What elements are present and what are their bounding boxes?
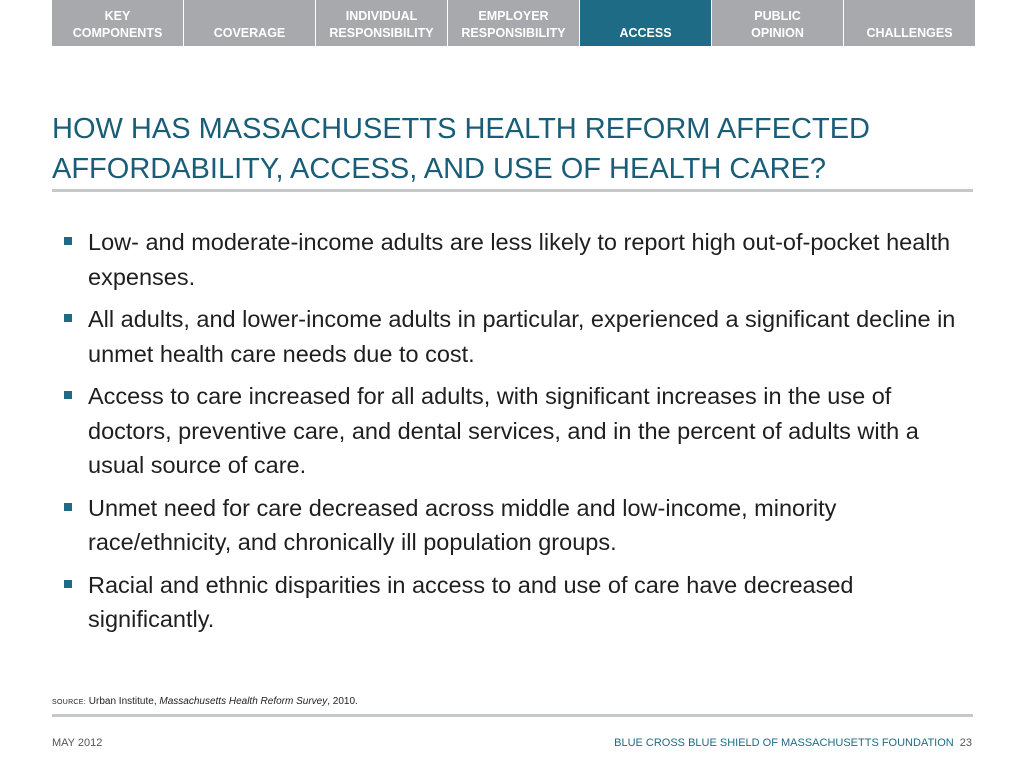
tab-label-line2: RESPONSIBILITY [461,26,566,40]
source-year: , 2010. [327,696,358,707]
bullet-text: Access to care increased for all adults, with significant increases in the use of doctors, preventive care, and dental services, and in the percent of adults with a usual source of care. [88,383,919,478]
footer-date: MAY 2012 [52,737,103,749]
bullet-text: Unmet need for care decreased across middle and low-income, minority race/ethnicity, and chronically ill population groups. [88,494,837,555]
bullet-item [62,491,962,560]
tab-label-line2: COMPONENTS [72,26,163,40]
tab-employer-responsibility[interactable] [448,0,579,46]
tab-label-line1: PUBLIC [754,9,801,23]
source-publication: Massachusetts Health Reform Survey [159,696,328,707]
tab-challenges[interactable] [844,0,975,46]
tab-label-line1: EMPLOYER [478,9,549,23]
title-divider [52,189,973,192]
slide-title-line2: AFFORDABILITY, ACCESS, AND USE OF HEALTH CARE? [52,153,827,185]
tab-access[interactable] [580,0,711,46]
footer-organization-block [614,737,972,749]
bullet-item [62,379,962,483]
source-label: SOURCE: [52,699,86,706]
tab-public-opinion[interactable] [712,0,843,46]
bullet-text: All adults, and lower-income adults in particular, experienced a significant decline in unmet health care needs due to cost. [88,306,956,367]
square-bullet-icon [64,314,72,322]
footer-organization: BLUE CROSS BLUE SHIELD OF MASSACHUSETTS FOUNDATION [614,737,954,749]
bullet-text: Low- and moderate-income adults are less likely to report high out-of-pocket health expenses. [88,229,951,290]
footer-divider [52,714,973,717]
slide-title [52,109,952,189]
square-bullet-icon [64,580,72,588]
bullet-item [62,302,962,371]
tab-label-line2: ACCESS [619,26,672,40]
section-tabs [52,0,976,46]
tab-key-components[interactable] [52,0,183,46]
tab-label-line2: COVERAGE [213,26,286,40]
square-bullet-icon [64,391,72,399]
bullet-item [62,225,962,294]
tab-individual-responsibility[interactable] [316,0,447,46]
bullet-text: Racial and ethnic disparities in access to and use of care have decreased significantly. [88,571,854,632]
source-citation [52,696,358,707]
bullet-list [62,225,962,645]
square-bullet-icon [64,237,72,245]
tab-label-line2: CHALLENGES [866,26,953,40]
tab-label-line1: INDIVIDUAL [345,9,418,23]
page-number: 23 [959,737,972,749]
square-bullet-icon [64,503,72,511]
bullet-item [62,568,962,637]
slide-title-line1: HOW HAS MASSACHUSETTS HEALTH REFORM AFFECTED [52,113,870,145]
tab-label-line2: RESPONSIBILITY [329,26,434,40]
source-org: Urban Institute, [88,696,157,707]
tab-label-line2: OPINION [751,26,804,40]
tab-label-line1: KEY [104,9,131,23]
tab-coverage[interactable] [184,0,315,46]
